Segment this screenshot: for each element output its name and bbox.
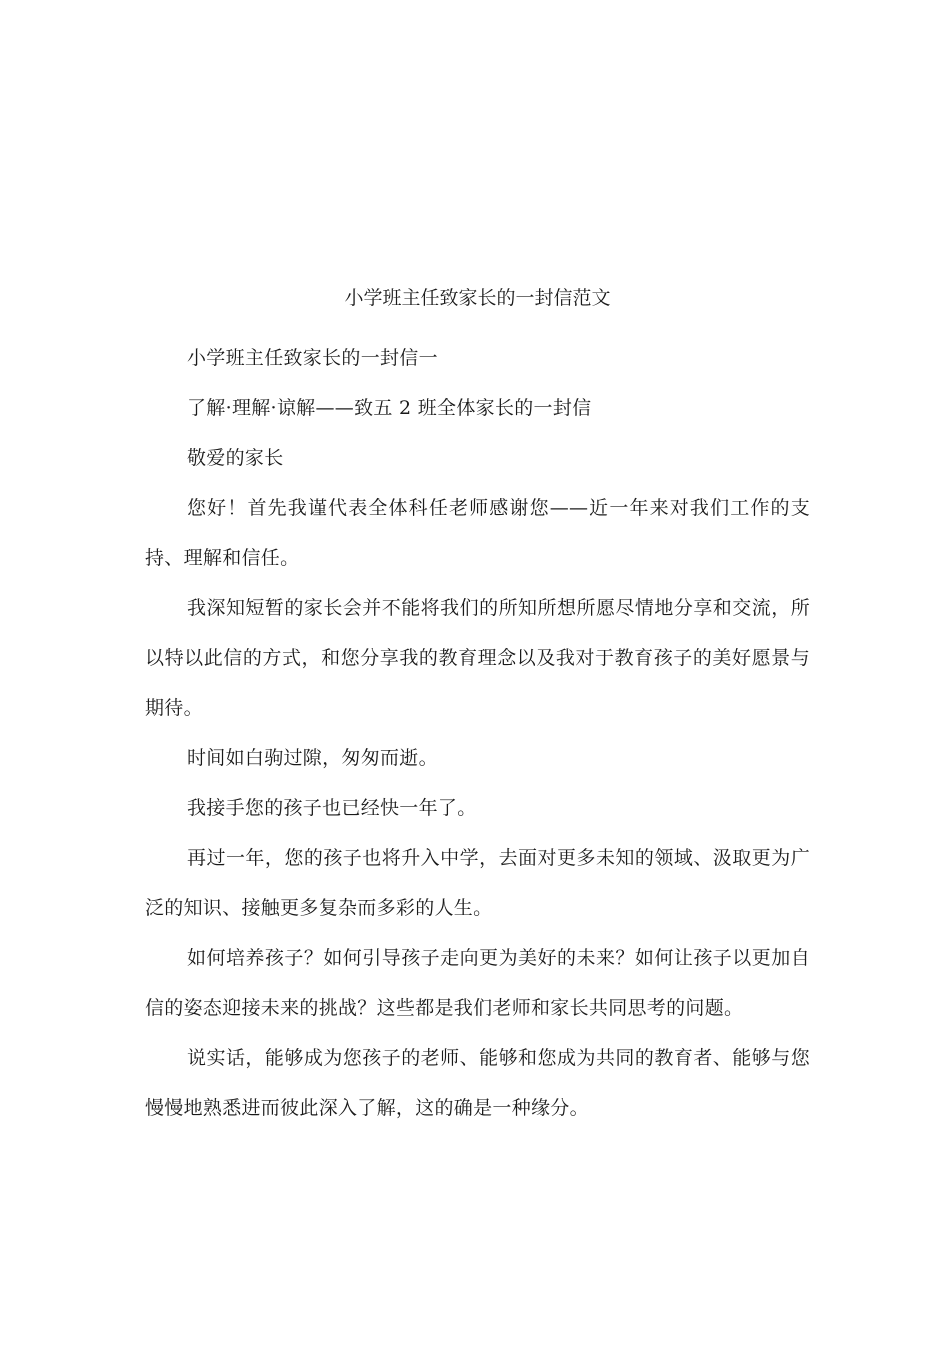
paragraph-5: 我深知短暂的家长会并不能将我们的所知所想所愿尽情地分享和交流，所以特以此信的方式，和您分享我的教育理念以及我对于教育孩子的美好愿景与期待。 <box>145 597 810 719</box>
paragraph-3: 敬爱的家长 <box>187 447 284 469</box>
paragraph-4: 您好！首先我谨代表全体科任老师感谢您——近一年来对我们工作的支持、理解和信任。 <box>145 497 810 569</box>
paragraph-1: 小学班主任致家长的一封信一 <box>187 347 438 369</box>
paragraph-2: 了解·理解·谅解——致五 2 班全体家长的一封信 <box>187 397 592 419</box>
paragraph-8: 再过一年，您的孩子也将升入中学，去面对更多未知的领域、汲取更为广泛的知识、接触更多复杂而多彩的人生。 <box>145 847 810 919</box>
document-body <box>145 283 810 1133</box>
paragraph-7: 我接手您的孩子也已经快一年了。 <box>187 797 477 819</box>
document-title: 小学班主任致家长的一封信范文 <box>344 287 611 309</box>
paragraph-6: 时间如白驹过隙，匆匆而逝。 <box>187 747 438 769</box>
paragraph-9: 如何培养孩子？如何引导孩子走向更为美好的未来？如何让孩子以更加自信的姿态迎接未来的挑战？这些都是我们老师和家长共同思考的问题。 <box>145 947 810 1019</box>
paragraph-10: 说实话，能够成为您孩子的老师、能够和您成为共同的教育者、能够与您慢慢地熟悉进而彼此深入了解，这的确是一种缘分。 <box>145 1047 810 1119</box>
